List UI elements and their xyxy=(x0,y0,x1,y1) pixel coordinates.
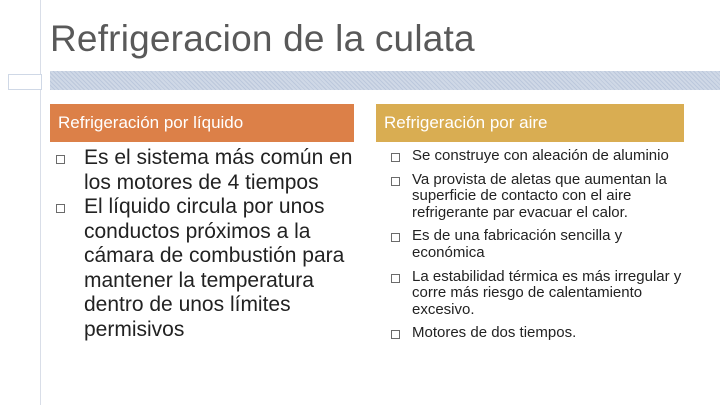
bullet-text: Es de una fabricación sencilla y económica xyxy=(412,227,623,261)
list-item xyxy=(391,148,691,165)
square-bullet-icon xyxy=(391,274,400,283)
bullet-text: Se construye con aleación de aluminio xyxy=(412,147,669,164)
list-item xyxy=(391,172,691,222)
list-item xyxy=(56,195,354,342)
left-bullet-list xyxy=(56,146,354,342)
square-bullet-icon xyxy=(56,204,65,213)
bullet-text: Es el sistema más común en los motores de 4 tiempos xyxy=(84,146,353,194)
left-rule-divider xyxy=(40,0,41,405)
square-bullet-icon xyxy=(391,177,400,186)
square-bullet-icon xyxy=(56,155,65,164)
square-bullet-icon xyxy=(391,153,400,162)
corner-accent-square xyxy=(8,74,42,90)
bullet-text: La estabilidad térmica es más irregular y corre más riesgo de calentamiento excesivo. xyxy=(412,267,682,318)
bullet-text: Va provista de aletas que aumentan la superficie de contacto con el aire refrigerante par evacuar el calor. xyxy=(412,170,667,221)
list-item xyxy=(391,325,691,342)
right-bullet-list xyxy=(391,148,691,349)
list-item xyxy=(391,269,691,319)
square-bullet-icon xyxy=(391,330,400,339)
list-item xyxy=(56,146,354,195)
list-item xyxy=(391,228,691,261)
bullet-text: Motores de dos tiempos. xyxy=(412,324,577,342)
title-accent-bar xyxy=(50,71,720,90)
square-bullet-icon xyxy=(391,233,400,242)
right-column-header: Refrigeración por aire xyxy=(376,104,684,142)
left-column-header: Refrigeración por líquido xyxy=(50,104,354,142)
slide-title: Refrigeracion de la culata xyxy=(50,18,475,59)
bullet-text: El líquido circula por unos conductos próximos a la cámara de combustión para mantener la temperatura dentro de unos límites permisivos xyxy=(84,195,345,341)
